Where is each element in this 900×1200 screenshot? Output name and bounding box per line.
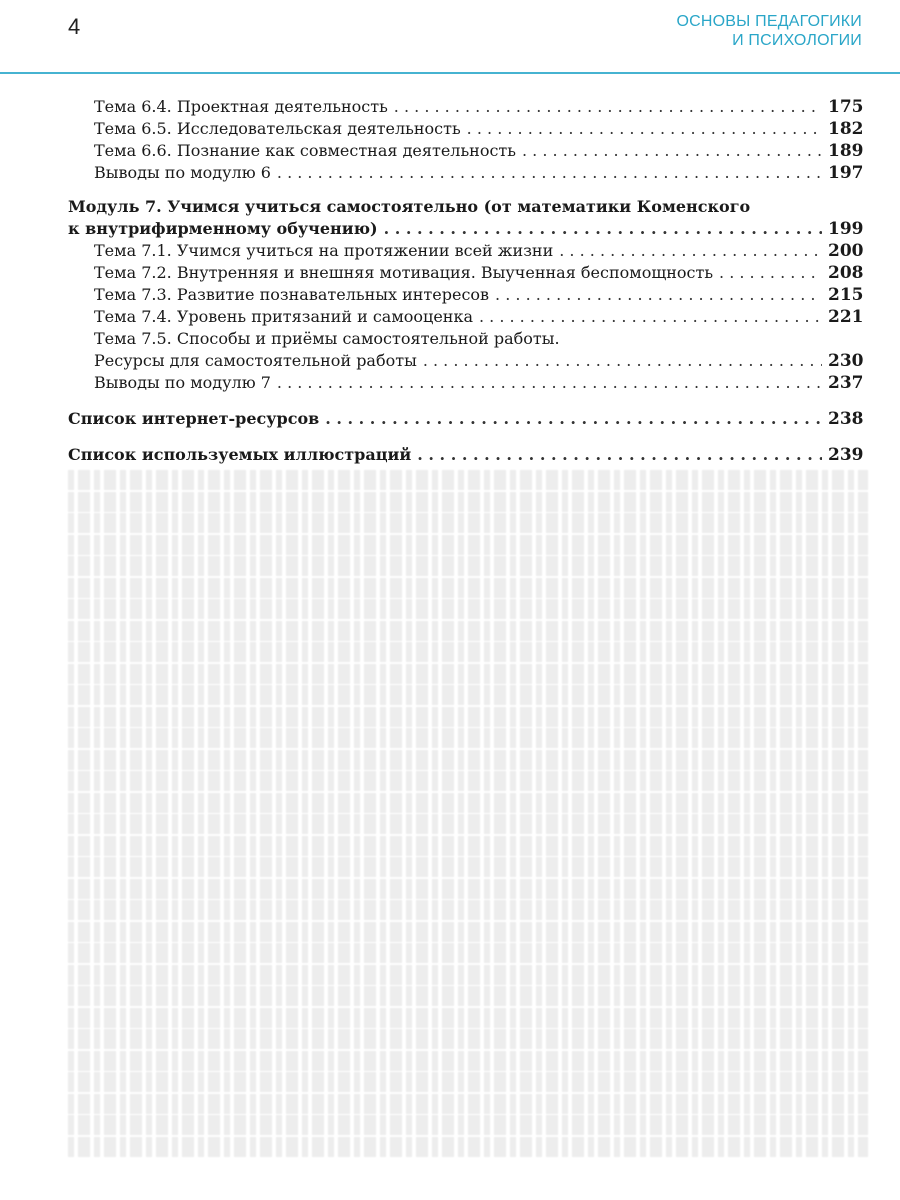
toc-row[interactable] [68,408,864,430]
toc-entry-page: 239 [828,445,864,465]
toc-entry-title: Тема 7.4. Уровень притязаний и самооценка [94,307,473,326]
dot-leader [522,140,822,162]
show-through-background [68,470,868,1158]
toc-entry-page: 175 [828,97,864,117]
dot-leader [719,262,822,284]
toc-topic-7-5-line1: Тема 7.5. Способы и приёмы самостоятельной работы. [94,329,560,348]
toc-entry-title: Список интернет-ресурсов [68,409,320,428]
toc-entry-page: 237 [828,373,864,393]
toc-entry-page: 238 [828,409,864,429]
dot-leader [479,306,822,328]
page-number: 4 [68,14,81,39]
dot-leader [277,162,822,184]
dot-leader [495,284,822,306]
toc-row[interactable] [68,372,864,394]
toc-topic-7-5[interactable] [68,328,864,372]
toc-entry-page: 208 [828,263,864,283]
book-title-line2: И ПСИХОЛОГИИ [732,32,862,49]
toc-row[interactable] [68,444,864,466]
toc-entry-title: Тема 6.5. Исследовательская деятельность [94,119,461,138]
toc-row[interactable] [68,96,864,118]
toc-module-7[interactable] [68,196,864,240]
table-of-contents [68,96,864,466]
dot-leader [325,408,822,430]
toc-entry-page: 200 [828,241,864,261]
toc-entry-page: 215 [828,285,864,305]
toc-entry-title: Список используемых иллюстраций [68,445,412,464]
toc-row[interactable] [68,140,864,162]
toc-row[interactable] [68,306,864,328]
toc-entry-page: 189 [828,141,864,161]
toc-entry-title: Тема 7.3. Развитие познавательных интересов [94,285,490,304]
toc-row[interactable] [68,284,864,306]
dot-leader [467,118,822,140]
toc-entry-page: 230 [828,351,864,371]
dot-leader [423,350,822,372]
toc-topic-7-5-line2: Ресурсы для самостоятельной работы [94,351,417,370]
toc-row[interactable] [68,162,864,184]
toc-entry-page: 199 [828,219,864,239]
toc-entry-page: 197 [828,163,864,183]
dot-leader [417,444,822,466]
dot-leader [394,96,822,118]
toc-entry-page: 182 [828,119,864,139]
toc-entry-title: Тема 6.4. Проектная деятельность [94,97,388,116]
dot-leader [277,372,822,394]
toc-entry-title: Выводы по модулю 7 [94,373,271,392]
book-title [676,12,862,50]
dot-leader [559,240,822,262]
toc-row[interactable] [68,262,864,284]
toc-entry-title: Тема 6.6. Познание как совместная деятельность [94,141,516,160]
toc-module-7-line2: к внутрифирменному обучению) [68,219,378,238]
toc-row[interactable] [68,118,864,140]
dot-leader [384,218,822,240]
book-title-line1: ОСНОВЫ ПЕДАГОГИКИ [676,13,862,30]
toc-row[interactable] [68,240,864,262]
toc-module-7-line1: Модуль 7. Учимся учиться самостоятельно (от математики Коменского [68,197,751,216]
toc-entry-title: Выводы по модулю 6 [94,163,271,182]
toc-entry-title: Тема 7.1. Учимся учиться на протяжении всей жизни [94,241,554,260]
header-rule [0,72,900,74]
toc-entry-page: 221 [828,307,864,327]
toc-entry-title: Тема 7.2. Внутренняя и внешняя мотивация. Выученная беспомощность [94,263,714,282]
